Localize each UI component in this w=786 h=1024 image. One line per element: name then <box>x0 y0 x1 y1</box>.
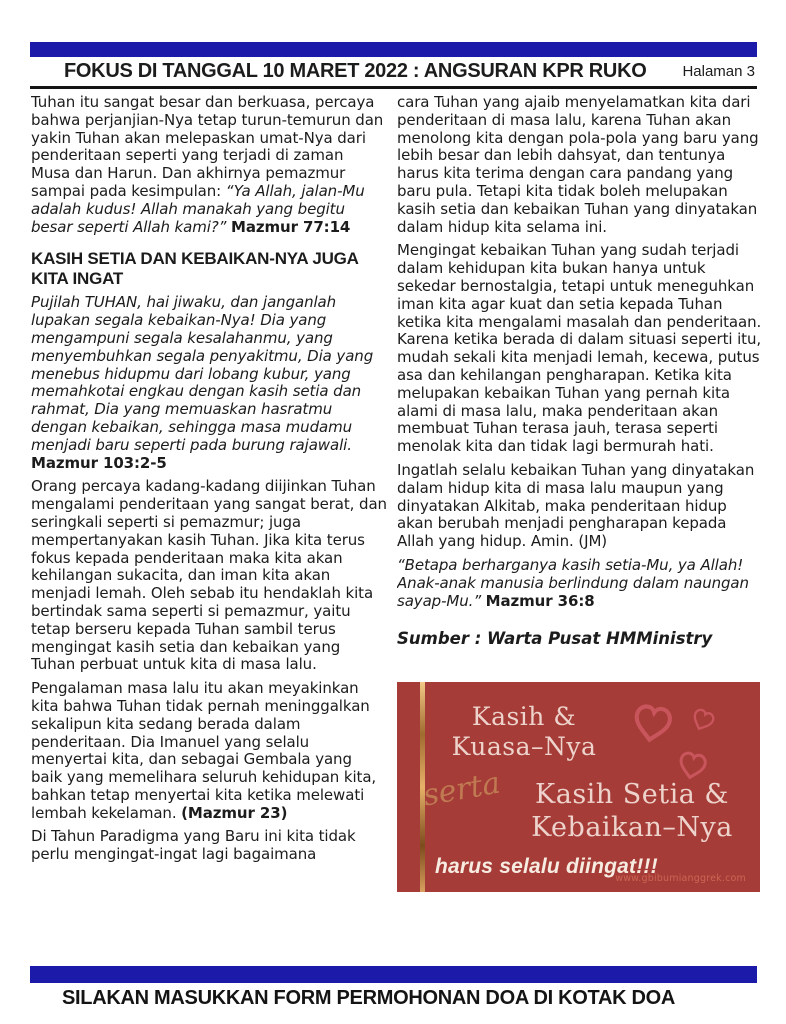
card-title-line: Kasih & <box>471 702 577 732</box>
top-accent-bar <box>30 42 757 57</box>
article-body <box>31 94 765 964</box>
pengalaman-masa-lalu-paragraph: Pengalaman masa lalu itu akan meyakinkan kita bahwa Tuhan tidak pernah meninggalkan sekalipun kita sedang berada dalam penderitaan. Dia Imanuel yang selalu menyertai kita, dan sebagai Gembala yang baik yang memelihara seluruh kehidupan kita, bahkan tetap menyertai kita ketika melewati lembah kekelaman. (Mazmur 23) <box>31 679 377 822</box>
ingatlah-selalu-paragraph: Ingatlah selalu kebaikan Tuhan yang dinyatakan dalam hidup kita di masa lalu maupun yang dinyatakan Alkitab, maka penderitaan hidup akan berubah menjadi pengharapan kepada Allah yang hidup. Amin. (JM) <box>397 460 755 551</box>
psalm-103-quote: Pujilah TUHAN, hai jiwaku, dan janganlah lupakan segala kebaikan-Nya! Dia yang mengampuni segala kesalahanmu, yang menyembuhkan segala penyakitmu, Dia yang menebus hidupmu dari lobang kubur, yang memahkotai engkau dengan kasih setia dan rahmat, Dia yang memuaskan hasratmu dengan kebaikan, sehingga masa mudamu menjadi baru seperti pada burung rajawali. Mazmur 103:2-5 <box>31 293 374 472</box>
section-heading: KASIH SETIA DAN KEBAIKAN-NYA JUGA KITA INGAT <box>31 249 359 289</box>
card-title-line: Kuasa–Nya <box>451 732 597 762</box>
serta-script-word: serta <box>420 765 503 814</box>
promo-card <box>397 682 760 892</box>
card-tagline: harus selalu diingat!!! <box>435 855 658 879</box>
right-column <box>397 94 765 964</box>
intro-psalm-77: Tuhan itu sangat besar dan berkuasa, percaya bahwa perjanjian-Nya tetap turun-temurun dan yakin Tuhan akan melepaskan umat-Nya dari penderitaan seperti yang terjadi di zaman Musa dan Harun. Dan akhirnya pemazmur sampai pada kesimpulan: “Ya Allah, jalan-Mu adalah kudus! Allah manakah yang begitu besar seperti Allah kami?” Mazmur 77:14 <box>31 94 384 236</box>
hearts-icon <box>628 698 736 798</box>
page-number: Halaman 3 <box>682 63 755 80</box>
left-column <box>31 94 387 964</box>
source-credit: Sumber : Warta Pusat HMMinistry <box>397 629 713 649</box>
mengingat-kebaikan-paragraph: Mengingat kebaikan Tuhan yang sudah terjadi dalam kehidupan kita bukan hanya untuk sekedar bernostalgia, tetapi untuk meneguhkan iman kita agar kuat dan setia kepada Tuhan ketika kita mengalami masalah dan penderitaan. Karena ketika berada di dalam situasi seperti itu, mudah sekali kita menjadi lemah, kecewa, putus asa dan kehilangan pengharapan. Ketika kita melupakan kebaikan Tuhan yang pernah kita alami di masa lalu, maka penderitaan akan membuat Tuhan terasa jauh, terasa seperti menolak kita dan tidak lagi bermurah hati. <box>397 241 762 456</box>
footer-notice: SILAKAN MASUKKAN FORM PERMOHONAN DOA DI KOTAK DOA <box>62 987 676 1009</box>
orang-percaya-paragraph: Orang percaya kadang-kadang diijinkan Tuhan mengalami penderitaan yang sangat berat, dan seringkali seperti si pemazmur; juga mempertanyakan kasih Tuhan. Jika kita terus fokus kepada penderitaan maka kita akan kehilangan sukacita, dan iman kita akan menjadi lemah. Oleh sebab itu hendaklah kita bertindak sama seperti si pemazmur, yaitu tetap berseru kepada Tuhan sambil terus mengingat kasih setia dan kebaikan yang Tuhan perbuat untuk kita di masa lalu. <box>31 477 387 674</box>
cara-tuhan-paragraph: cara Tuhan yang ajaib menyelamatkan kita dari penderitaan di masa lalu, karena Tuhan akan menolong kita dengan pola-pola yang baru yang lebih besar dan lebih dahsyat, dan tentunya harus kita terima dengan cara pandang yang baru pula. Tetapi kita tidak boleh melupakan kasih setia dan kebaikan Tuhan yang dinyatakan dalam hidup kita selama ini. <box>397 94 759 236</box>
card-title-line: Kebaikan–Nya <box>531 812 733 844</box>
footer-accent-bar <box>30 966 757 983</box>
psalm-36-quote: “Betapa berharganya kasih setia-Mu, ya Allah! Anak-anak manusia berlindung dalam naungan sayap-Mu.” Mazmur 36:8 <box>397 555 749 610</box>
page-title: FOKUS DI TANGGAL 10 MARET 2022 : ANGSURAN KPR RUKO <box>64 60 647 82</box>
card-title-line: Kasih Setia & <box>535 779 729 811</box>
website-url: www.gbibumianggrek.com <box>615 873 746 885</box>
tahun-paradigma-paragraph: Di Tahun Paradigma yang Baru ini kita tidak perlu mengingat-ingat lagi bagaimana <box>31 827 356 864</box>
page-header <box>30 57 757 89</box>
card-title-kasih-kuasa <box>429 702 619 762</box>
